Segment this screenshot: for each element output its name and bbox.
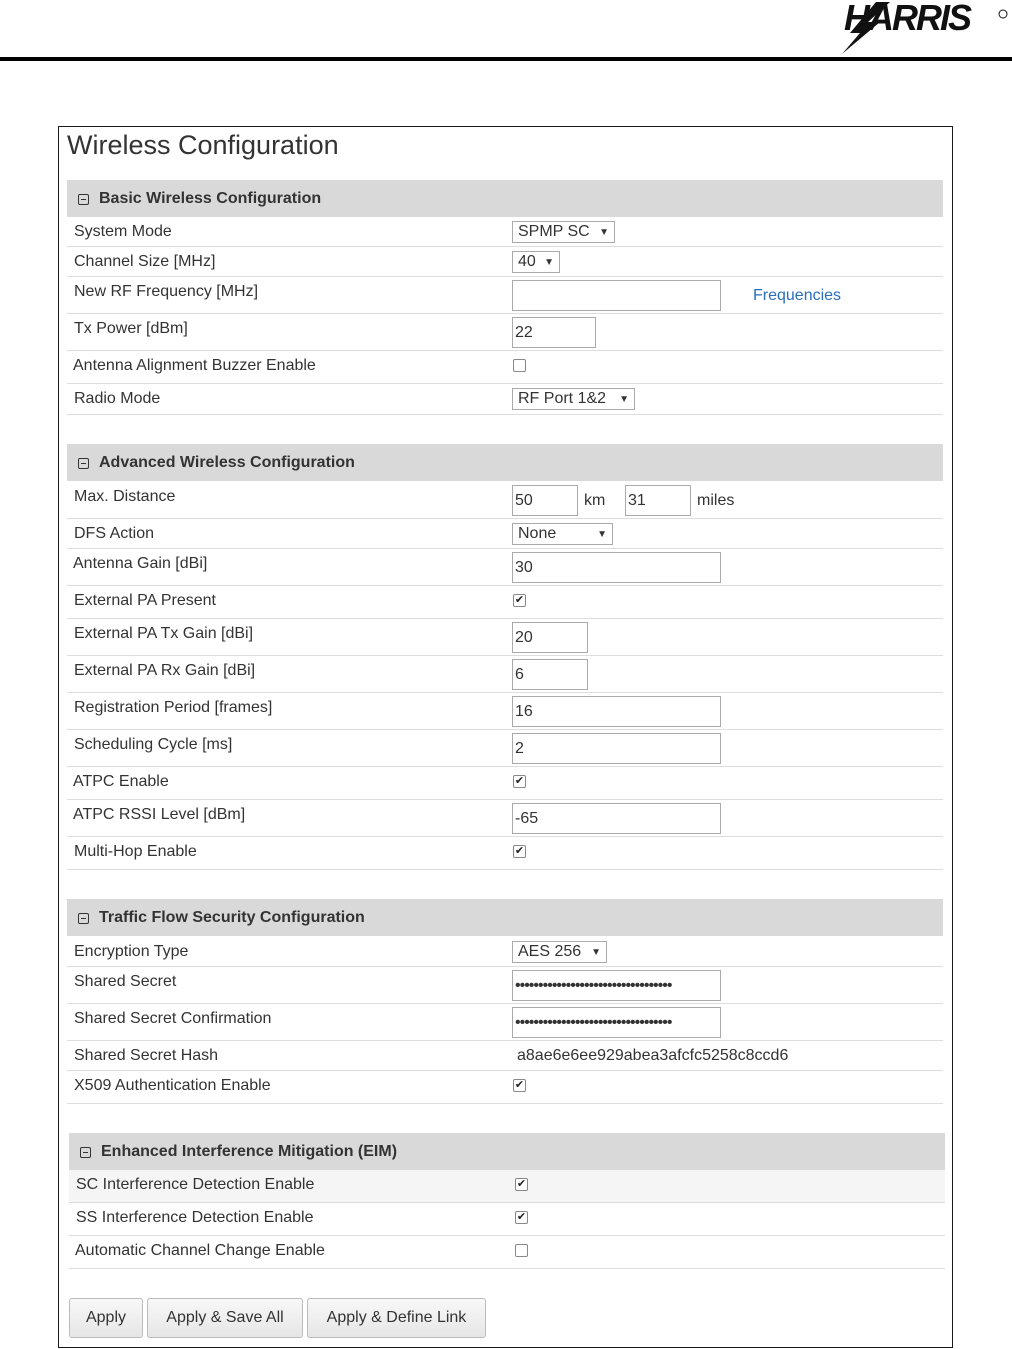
section-advanced-title: Advanced Wireless Configuration [99, 453, 355, 471]
antenna-gain-input[interactable] [512, 552, 721, 583]
row-channel-size [67, 247, 943, 277]
auto-channel-label: Automatic Channel Change Enable [75, 1242, 325, 1259]
dropdown-arrow-icon: ▼ [619, 393, 629, 405]
atpc-enable-checkbox[interactable]: ✔ [514, 775, 525, 787]
encryption-type-label: Encryption Type [74, 943, 189, 960]
section-tfs-title: Traffic Flow Security Configuration [99, 908, 365, 926]
dfs-action-value: None [518, 525, 557, 542]
shared-secret-hash-label: Shared Secret Hash [74, 1047, 219, 1064]
registration-period-label: Registration Period [frames] [74, 699, 273, 716]
atpc-rssi-label: ATPC RSSI Level [dBm] [73, 806, 246, 823]
row-antenna-gain [67, 549, 943, 586]
ext-pa-rx-gain-input[interactable] [512, 659, 588, 690]
section-eim-header[interactable] [69, 1133, 945, 1170]
encryption-type-select[interactable] [512, 941, 607, 963]
x509-label: X509 Authentication Enable [74, 1077, 271, 1094]
atpc-rssi-input[interactable] [512, 803, 721, 834]
ext-pa-rx-gain-label: External PA Rx Gain [dBi] [74, 662, 256, 679]
section-basic-title: Basic Wireless Configuration [99, 189, 322, 207]
scheduling-cycle-label: Scheduling Cycle [ms] [74, 736, 233, 753]
row-buzzer [67, 351, 943, 384]
radio-mode-value: RF Port 1&2 [518, 390, 607, 407]
shared-secret-label: Shared Secret [74, 973, 177, 990]
section-basic-header[interactable] [67, 180, 943, 217]
row-registration-period [67, 693, 943, 730]
registered-mark [999, 10, 1007, 18]
atpc-enable-label: ATPC Enable [73, 773, 169, 790]
sc-detect-label: SC Interference Detection Enable [76, 1176, 315, 1193]
harris-logo [820, 0, 1010, 56]
radio-mode-label: Radio Mode [74, 390, 161, 407]
buzzer-checkbox[interactable] [513, 359, 526, 372]
km-unit-label: km [584, 492, 606, 509]
dfs-action-label: DFS Action [74, 525, 155, 542]
row-radio-mode [67, 384, 943, 415]
ss-detect-label: SS Interference Detection Enable [76, 1209, 314, 1226]
dropdown-arrow-icon: ▼ [591, 946, 601, 958]
tx-power-label: Tx Power [dBm] [74, 320, 188, 337]
shared-secret-confirm-input[interactable] [512, 1007, 721, 1038]
row-ext-pa-rx-gain [67, 656, 943, 693]
page-title: Wireless Configuration [67, 130, 339, 160]
row-shared-secret-hash [67, 1041, 943, 1071]
frequencies-link[interactable]: Frequencies [753, 287, 842, 304]
ext-pa-present-checkbox[interactable]: ✔ [514, 594, 525, 606]
multihop-checkbox[interactable]: ✔ [514, 845, 525, 857]
scheduling-cycle-input[interactable] [512, 733, 721, 764]
registration-period-input[interactable] [512, 696, 721, 727]
system-mode-label: System Mode [74, 223, 172, 240]
row-x509 [67, 1071, 943, 1104]
row-max-distance [67, 482, 943, 519]
radio-mode-select[interactable] [512, 388, 635, 410]
dropdown-arrow-icon: ▼ [597, 528, 607, 540]
multihop-label: Multi-Hop Enable [74, 843, 197, 860]
row-shared-secret-confirm [67, 1004, 943, 1041]
auto-channel-checkbox[interactable] [515, 1244, 528, 1257]
ss-detect-checkbox[interactable]: ✔ [516, 1211, 527, 1223]
header-rule [0, 57, 1012, 61]
row-ext-pa-present [67, 586, 943, 619]
channel-size-label: Channel Size [MHz] [74, 253, 216, 270]
new-rf-frequency-label: New RF Frequency [MHz] [74, 283, 259, 300]
row-shared-secret [67, 967, 943, 1004]
apply-define-link-button[interactable]: Apply & Define Link [307, 1298, 486, 1338]
collapse-icon[interactable] [78, 458, 89, 469]
section-tfs-header[interactable] [67, 899, 943, 936]
shared-secret-hash-value: a8ae6e6ee929abea3afcfc5258c8ccd6 [517, 1047, 789, 1064]
row-dfs-action [67, 519, 943, 549]
x509-checkbox[interactable]: ✔ [514, 1079, 525, 1091]
apply-button[interactable]: Apply [69, 1298, 143, 1338]
apply-save-all-button[interactable]: Apply & Save All [147, 1298, 303, 1338]
miles-unit-label: miles [697, 492, 735, 509]
row-multihop [67, 837, 943, 870]
row-sc-detect [69, 1170, 945, 1203]
row-auto-channel [69, 1236, 945, 1269]
wireless-config-panel [58, 126, 953, 1348]
channel-size-select[interactable] [512, 251, 560, 273]
max-distance-miles-input[interactable] [625, 485, 691, 516]
row-encryption-type [67, 937, 943, 967]
collapse-icon[interactable] [78, 913, 89, 924]
ext-pa-tx-gain-label: External PA Tx Gain [dBi] [74, 625, 254, 642]
section-advanced-header[interactable] [67, 444, 943, 481]
tx-power-input[interactable] [512, 317, 596, 348]
channel-size-value: 40 [518, 253, 536, 270]
new-rf-frequency-input[interactable] [512, 280, 721, 311]
logo-text: HARRIS [844, 0, 971, 38]
shared-secret-confirm-label: Shared Secret Confirmation [74, 1010, 272, 1027]
dropdown-arrow-icon: ▼ [599, 226, 609, 238]
system-mode-select[interactable] [512, 221, 615, 243]
row-ss-detect [69, 1203, 945, 1236]
encryption-type-value: AES 256 [518, 943, 582, 960]
buzzer-label: Antenna Alignment Buzzer Enable [73, 357, 316, 374]
dfs-action-select[interactable] [512, 523, 613, 545]
system-mode-value: SPMP SC [518, 223, 590, 240]
ext-pa-tx-gain-input[interactable] [512, 622, 588, 653]
row-ext-pa-tx-gain [67, 619, 943, 656]
section-eim-title: Enhanced Interference Mitigation (EIM) [101, 1142, 398, 1160]
row-atpc-rssi [67, 800, 943, 837]
shared-secret-input[interactable] [512, 970, 721, 1001]
collapse-icon[interactable] [78, 194, 89, 205]
max-distance-km-input[interactable] [512, 485, 578, 516]
antenna-gain-label: Antenna Gain [dBi] [73, 555, 208, 572]
row-tx-power [67, 314, 943, 351]
row-new-rf-frequency [67, 277, 943, 314]
row-atpc-enable [67, 767, 943, 800]
row-system-mode [67, 217, 943, 247]
collapse-icon[interactable] [80, 1147, 91, 1158]
dropdown-arrow-icon: ▼ [544, 256, 554, 268]
ext-pa-present-label: External PA Present [74, 592, 216, 609]
max-distance-label: Max. Distance [74, 488, 176, 505]
sc-detect-checkbox[interactable]: ✔ [516, 1178, 527, 1190]
row-scheduling-cycle [67, 730, 943, 767]
